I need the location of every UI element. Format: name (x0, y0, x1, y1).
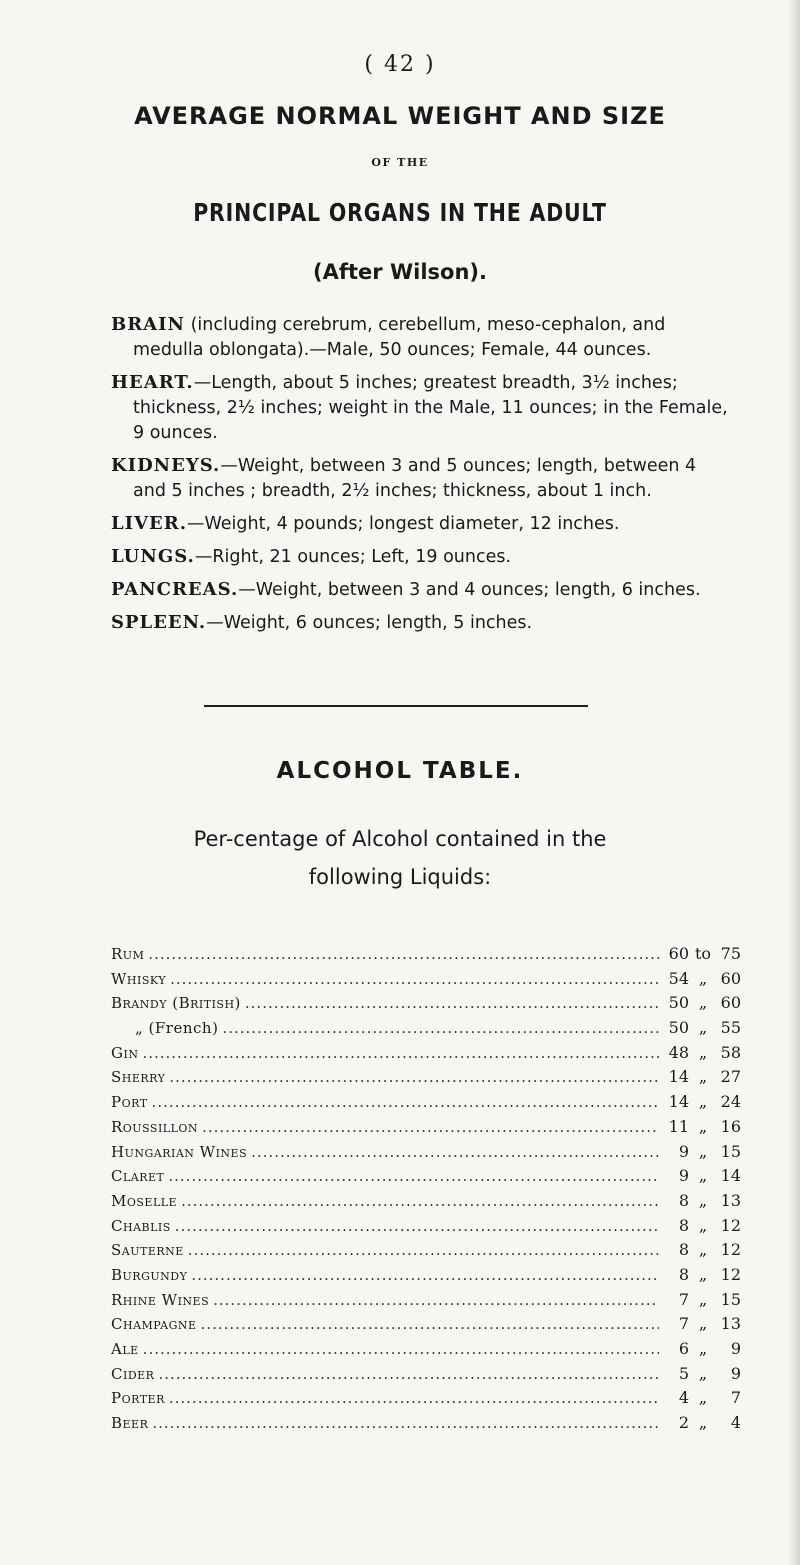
dot-leader (181, 1192, 659, 1210)
table-row (111, 1043, 741, 1068)
subtitle-line: following Liquids: (308, 865, 492, 889)
percentage-low: 7 (678, 1289, 689, 1309)
liquid-name: Moselle (111, 1191, 178, 1210)
organs-section (111, 312, 731, 643)
percentage-low: 14 (668, 1067, 689, 1087)
percentage-high: 14 (720, 1166, 741, 1186)
range-separator: „ (698, 993, 708, 1013)
table-row (111, 1240, 741, 1265)
organ-entry-lungs (111, 544, 731, 570)
organ-entry-pancreas (111, 577, 731, 603)
table-row (111, 1117, 741, 1142)
range-separator: „ (698, 1141, 708, 1161)
percentage-low: 11 (668, 1116, 689, 1136)
percentage-low: 8 (678, 1264, 689, 1284)
percentage-low: 8 (678, 1190, 689, 1210)
table-row (111, 1290, 741, 1315)
percentage-high: 55 (720, 1018, 741, 1038)
liquid-name: Gin (111, 1043, 139, 1062)
range-separator: „ (698, 1166, 708, 1186)
percentage-high: 12 (720, 1240, 741, 1260)
percentage-high: 15 (720, 1289, 741, 1309)
liquid-name: Chablis (111, 1216, 171, 1235)
percentage-low: 7 (678, 1314, 689, 1334)
page-number: ( 42 ) (364, 52, 436, 77)
range-separator: „ (698, 1339, 708, 1358)
liquid-name: Sherry (111, 1068, 166, 1087)
table-row (111, 1364, 741, 1389)
percentage-high: 9 (730, 1339, 741, 1358)
table-row (111, 1166, 741, 1191)
liquid-name: Roussillon (111, 1117, 199, 1136)
dot-leader (170, 970, 659, 988)
table-row (111, 1265, 741, 1290)
percentage-range (663, 1290, 741, 1309)
table-row (111, 1388, 741, 1413)
percentage-range (663, 1166, 741, 1185)
dot-leader (142, 1044, 659, 1062)
percentage-high: 4 (730, 1413, 741, 1433)
percentage-low: 50 (668, 993, 689, 1013)
dot-leader (152, 1093, 659, 1111)
dot-leader (169, 1068, 659, 1086)
percentage-low: 5 (678, 1363, 689, 1383)
dot-leader (245, 994, 659, 1012)
range-separator: „ (698, 1264, 708, 1284)
organ-name: PANCREAS. (111, 579, 239, 600)
percentage-high: 12 (720, 1215, 741, 1235)
liquid-name: Sauterne (111, 1241, 184, 1260)
dot-leader (169, 1389, 659, 1407)
dot-leader (201, 1315, 659, 1333)
percentage-high: 13 (720, 1314, 741, 1334)
percentage-low: 9 (678, 1141, 689, 1161)
percentage-range (663, 1240, 741, 1259)
percentage-low: 4 (678, 1388, 689, 1408)
percentage-high: 60 (720, 968, 741, 988)
percentage-range (663, 1216, 741, 1235)
alcohol-list (111, 944, 741, 1438)
percentage-range (663, 1117, 741, 1136)
table-row (111, 944, 741, 969)
percentage-low: 48 (668, 1042, 689, 1062)
organ-name: BRAIN (111, 314, 186, 335)
range-separator: „ (698, 1067, 708, 1087)
organ-name: SPLEEN. (111, 612, 207, 633)
dot-leader (148, 945, 659, 963)
range-separator: „ (698, 1215, 708, 1235)
organ-description: —Weight, 4 pounds; longest diameter, 12 inches. (187, 514, 620, 534)
organ-description: —Weight, 6 ounces; length, 5 inches. (206, 613, 533, 633)
percentage-range (663, 1364, 741, 1383)
range-separator: „ (698, 1314, 708, 1334)
liquid-name: Port (111, 1093, 148, 1112)
organ-name: LUNGS. (111, 546, 195, 567)
percentage-range (663, 1388, 741, 1407)
liquid-name: Cider (111, 1364, 155, 1383)
table-row (111, 1018, 741, 1043)
liquid-name: Hungarian Wines (111, 1142, 248, 1161)
percentage-high: 15 (720, 1141, 741, 1161)
percentage-high: 75 (720, 944, 741, 963)
organ-entry-kidneys (111, 453, 731, 504)
percentage-low: 60 (668, 944, 689, 963)
range-separator: „ (698, 1190, 708, 1210)
section-divider (204, 705, 588, 707)
percentage-low: 14 (668, 1092, 689, 1112)
liquid-name: Champagne (111, 1315, 197, 1334)
dot-leader (158, 1365, 659, 1383)
liquid-name: Beer (111, 1414, 149, 1433)
table-row (111, 1216, 741, 1241)
percentage-range (663, 1043, 741, 1062)
source-attribution: (After Wilson). (313, 260, 487, 284)
percentage-low: 2 (678, 1413, 689, 1433)
table-row (111, 1413, 741, 1438)
percentage-range (663, 1314, 741, 1333)
organ-entry-liver (111, 511, 731, 537)
range-separator: „ (698, 1240, 708, 1260)
organ-description: —Length, about 5 inches; greatest breadth, 3½ inches; thickness, 2½ inches; weight in the Male, 11 ounces; in the Female, 9 ounces. (133, 373, 728, 443)
percentage-range (663, 1339, 741, 1358)
range-separator: to (694, 944, 712, 963)
liquid-name: Porter (111, 1389, 165, 1408)
percentage-range (663, 1142, 741, 1161)
dot-leader (175, 1217, 659, 1235)
percentage-high: 12 (720, 1264, 741, 1284)
percentage-low: 8 (678, 1240, 689, 1260)
organ-description: (including cerebrum, cerebellum, meso-cephalon, and medulla oblongata).—Male, 50 ounces; Female, 44 ounces. (133, 315, 666, 360)
subtitle: PRINCIPAL ORGANS IN THE ADULT (193, 198, 607, 227)
table-row (111, 1339, 741, 1364)
percentage-low: 54 (668, 968, 689, 988)
liquid-name: Rum (111, 945, 145, 963)
percentage-high: 60 (720, 993, 741, 1013)
table-row (111, 1191, 741, 1216)
percentage-range (663, 1191, 741, 1210)
percentage-high: 9 (730, 1363, 741, 1383)
dot-leader (202, 1118, 659, 1136)
liquid-name: Brandy (British) (111, 994, 241, 1013)
dot-leader (251, 1143, 659, 1161)
percentage-low: 8 (678, 1215, 689, 1235)
dot-leader (143, 1340, 659, 1358)
subtitle-line: Per-centage of Alcohol contained in the (193, 827, 607, 851)
percentage-range (663, 944, 741, 963)
percentage-range (663, 1092, 741, 1111)
dot-leader (213, 1291, 659, 1309)
liquid-name: Burgundy (111, 1265, 188, 1284)
liquid-name: Ale (111, 1340, 139, 1358)
percentage-high: 13 (720, 1190, 741, 1210)
percentage-range (663, 1018, 741, 1037)
range-separator: „ (698, 1018, 708, 1038)
dot-leader (168, 1167, 659, 1185)
percentage-low: 50 (668, 1018, 689, 1038)
dot-leader (152, 1414, 659, 1432)
dot-leader (191, 1266, 659, 1284)
range-separator: „ (698, 1388, 708, 1408)
liquid-name: „ (French) (135, 1019, 219, 1038)
table-row (111, 993, 741, 1018)
table-row (111, 1092, 741, 1117)
main-title: AVERAGE NORMAL WEIGHT AND SIZE (134, 102, 666, 130)
percentage-high: 58 (720, 1042, 741, 1062)
organ-entry-heart (111, 370, 731, 446)
of-the-caption: OF THE (371, 156, 429, 169)
range-separator: „ (698, 1116, 708, 1136)
percentage-high: 24 (720, 1092, 741, 1112)
organ-description: —Right, 21 ounces; Left, 19 ounces. (194, 547, 512, 567)
percentage-low: 9 (678, 1166, 689, 1186)
dot-leader (222, 1019, 659, 1037)
percentage-high: 16 (720, 1116, 741, 1136)
alcohol-table-title: ALCOHOL TABLE. (276, 758, 524, 784)
organ-name: LIVER. (111, 513, 187, 534)
liquid-name: Claret (111, 1167, 165, 1186)
table-row (111, 1067, 741, 1092)
alcohol-table-subtitle (0, 820, 800, 896)
liquid-name: Whisky (111, 969, 167, 988)
percentage-range (663, 993, 741, 1012)
organ-name: HEART. (111, 372, 194, 393)
percentage-high: 27 (720, 1067, 741, 1087)
range-separator: „ (698, 1092, 708, 1112)
percentage-range (663, 1413, 741, 1432)
organ-description: —Weight, between 3 and 4 ounces; length, 6 inches. (238, 580, 701, 600)
percentage-range (663, 969, 741, 988)
organ-entry-spleen (111, 610, 731, 636)
table-row (111, 1142, 741, 1167)
organ-name: KIDNEYS. (111, 455, 221, 476)
percentage-range (663, 1067, 741, 1086)
percentage-range (663, 1265, 741, 1284)
organ-description: —Weight, between 3 and 5 ounces; length, between 4 and 5 inches ; breadth, 2½ inches; thickness, about 1 inch. (133, 456, 697, 501)
percentage-low: 6 (678, 1339, 689, 1358)
range-separator: „ (698, 968, 708, 988)
range-separator: „ (698, 1289, 708, 1309)
table-row (111, 969, 741, 994)
dot-leader (188, 1241, 659, 1259)
organ-entry-brain (111, 312, 731, 363)
table-row (111, 1314, 741, 1339)
liquid-name: Rhine Wines (111, 1290, 210, 1309)
range-separator: „ (698, 1363, 708, 1383)
range-separator: „ (698, 1413, 708, 1433)
range-separator: „ (698, 1042, 708, 1062)
percentage-high: 7 (730, 1388, 741, 1408)
